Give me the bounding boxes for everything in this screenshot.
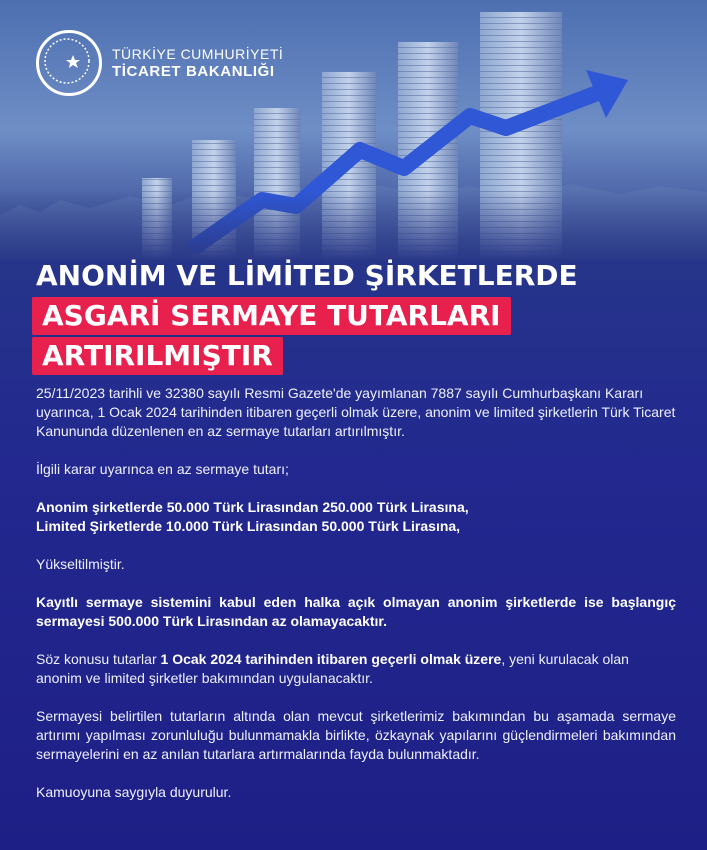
paragraph-intro: 25/11/2023 tarihli ve 32380 sayılı Resmi Gazete'de yayımlanan 7887 sayılı Cumhurbaşkanı Kararı uyarınca, 1 Ocak 2024 tarihinden itibaren geçerli olmak üzere, anonim ve limited şirketlerin Türk Ticaret Kanununda düzenlenen en az sermaye tutarları artırılmıştır. <box>36 385 676 439</box>
paragraph-effective-date <box>36 650 676 688</box>
effective-date-bold: 1 Ocak 2024 tarihinden itibaren geçerli olmak üzere <box>160 651 502 667</box>
ministry-logo <box>36 30 283 96</box>
headline-line-2: ASGARİ SERMAYE TUTARLARI <box>32 297 511 335</box>
logo-line-1: TÜRKİYE CUMHURİYETİ <box>112 46 284 62</box>
headline-line-3: ARTIRILMIŞTIR <box>32 337 283 375</box>
headline-line-1: ANONİM VE LİMİTED ŞİRKETLERDE <box>36 259 578 292</box>
paragraph-raised: Yükseltilmiştir. <box>36 556 125 572</box>
limited-amount-line: Limited Şirketlerde 10.000 Türk Lirasından 50.000 Türk Lirasına, <box>36 518 461 534</box>
effective-date-pre: Söz konusu tutarlar <box>36 651 161 667</box>
effective-date-post: , yeni kurulacak olan anonim ve limited şirketler bakımından uygulanacaktır. <box>36 651 629 686</box>
anonim-amount-line: Anonim şirketlerde 50.000 Türk Lirasından 250.000 Türk Lirasına, <box>36 499 469 515</box>
paragraph-closing: Kamuoyuna saygıyla duyurulur. <box>36 784 232 800</box>
announcement-body <box>36 384 676 821</box>
hero-image <box>0 0 707 260</box>
ministry-emblem-icon <box>36 30 102 96</box>
paragraph-existing-companies: Sermayesi belirtilen tutarların altında olan mevcut şirketlerimiz bakımından bu aşamada sermaye artırımı yapılması zorunluluğu bulunmamakla birlikte, özkaynak yapılarını güçlendirmeleri bakımından sermayelerini en az anılan tutarlara artırmalarında fayda bulunmaktadır. <box>36 708 676 762</box>
headline <box>36 256 676 376</box>
paragraph-decision: İlgili karar uyarınca en az sermaye tutarı; <box>36 461 289 477</box>
paragraph-registered-capital: Kayıtlı sermaye sistemini kabul eden halka açık olmayan anonim şirketlerde ise başlangıç sermayesi 500.000 Türk Lirasından az olamayacaktır. <box>36 594 676 629</box>
logo-line-2: TİCARET BAKANLIĞI <box>112 63 275 80</box>
